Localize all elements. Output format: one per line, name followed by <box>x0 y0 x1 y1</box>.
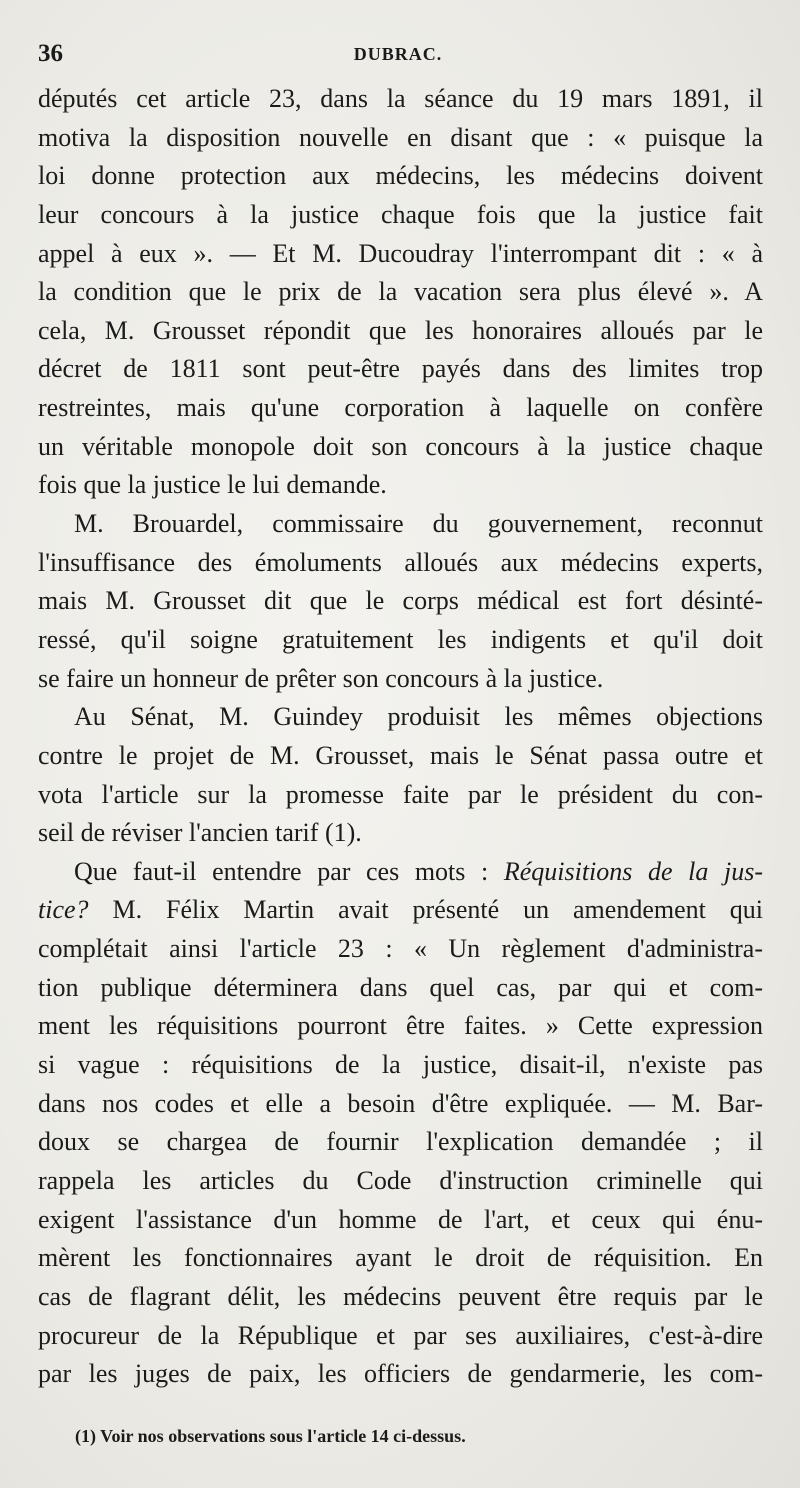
text-line: vota l'article sur la promesse faite par le président du con- <box>38 779 763 809</box>
text-line: seil de réviser l'ancien tarif (1). <box>38 818 362 848</box>
text-line: ment les réquisitions pourront être faites. » Cette expression <box>38 1011 763 1041</box>
text-line: députés cet article 23, dans la séance du 19 mars 1891, il <box>38 84 763 113</box>
footnote: (1) Voir nos observations sous l'article 14 ci-dessus. <box>75 1426 466 1446</box>
text-line: décret de 1811 sont peut-être payés dans des limites trop <box>38 354 763 384</box>
text-line: l'insuffisance des émoluments alloués aux médecins experts, <box>38 547 763 577</box>
text-line: mais M. Grousset dit que le corps médical est fort désinté- <box>38 586 763 616</box>
text-line: mèrent les fonctionnaires ayant le droit de réquisition. En <box>38 1243 763 1273</box>
text-line: loi donne protection aux médecins, les médecins doivent <box>38 161 763 191</box>
text-line: leur concours à la justice chaque fois que la justice fait <box>38 199 763 229</box>
text-line: appel à eux ». — Et M. Ducoudray l'interrompant dit : « à <box>38 238 763 268</box>
text-segment: M. Félix Martin avait présenté un amendement qui <box>88 895 763 925</box>
text-line: par les juges de paix, les officiers de gendarmerie, les com- <box>38 1359 763 1389</box>
italic-phrase: Réquisitions de la jus- <box>503 856 764 886</box>
text-line: se faire un honneur de prêter son concours à la justice. <box>38 663 604 693</box>
text-line: fois que la justice le lui demande. <box>38 470 387 500</box>
text-line: dans nos codes et elle a besoin d'être expliquée. — M. Bar- <box>38 1088 763 1118</box>
text-line: motiva la disposition nouvelle en disant que : « puisque la <box>38 122 763 152</box>
page-number: 36 <box>38 40 63 67</box>
text-line: un véritable monopole doit son concours à la justice chaque <box>38 431 763 461</box>
text-line: si vague : réquisitions de la justice, disait-il, n'existe pas <box>38 1050 763 1080</box>
text-line <box>38 853 763 892</box>
text-line: la condition que le prix de la vacation sera plus élevé ». A <box>38 277 763 307</box>
text-line: cela, M. Grousset répondit que les honoraires alloués par le <box>38 315 763 345</box>
running-head: DUBRAC. <box>353 44 443 64</box>
text-line: cas de flagrant délit, les médecins peuvent être requis par le <box>38 1281 763 1311</box>
text-line: doux se chargea de fournir l'explication demandée ; il <box>38 1127 763 1157</box>
text-line: M. Brouardel, commissaire du gouvernement, reconnut <box>74 509 763 539</box>
text-line: exigent l'assistance d'un homme de l'art, et ceux qui énu- <box>38 1204 763 1234</box>
text-line: Au Sénat, M. Guindey produisit les mêmes objections <box>74 702 763 732</box>
text-line: complétait ainsi l'article 23 : « Un règlement d'administra- <box>38 934 763 964</box>
text-segment: Que faut-il entendre par ces mots : <box>74 856 504 886</box>
text-line: tion publique déterminera dans quel cas, par qui et com- <box>38 972 763 1002</box>
text-line: restreintes, mais qu'une corporation à laquelle on confère <box>38 393 763 423</box>
text-line: procureur de la République et par ses auxiliaires, c'est-à-dire <box>38 1320 763 1350</box>
body-text <box>38 80 763 1394</box>
italic-phrase: tice? <box>38 895 89 925</box>
text-line: ressé, qu'il soigne gratuitement les indigents et qu'il doit <box>38 624 763 654</box>
text-line: contre le projet de M. Grousset, mais le Sénat passa outre et <box>38 740 763 770</box>
text-line <box>38 891 763 930</box>
page-header <box>38 40 758 74</box>
text-line: rappela les articles du Code d'instruction criminelle qui <box>38 1165 763 1195</box>
